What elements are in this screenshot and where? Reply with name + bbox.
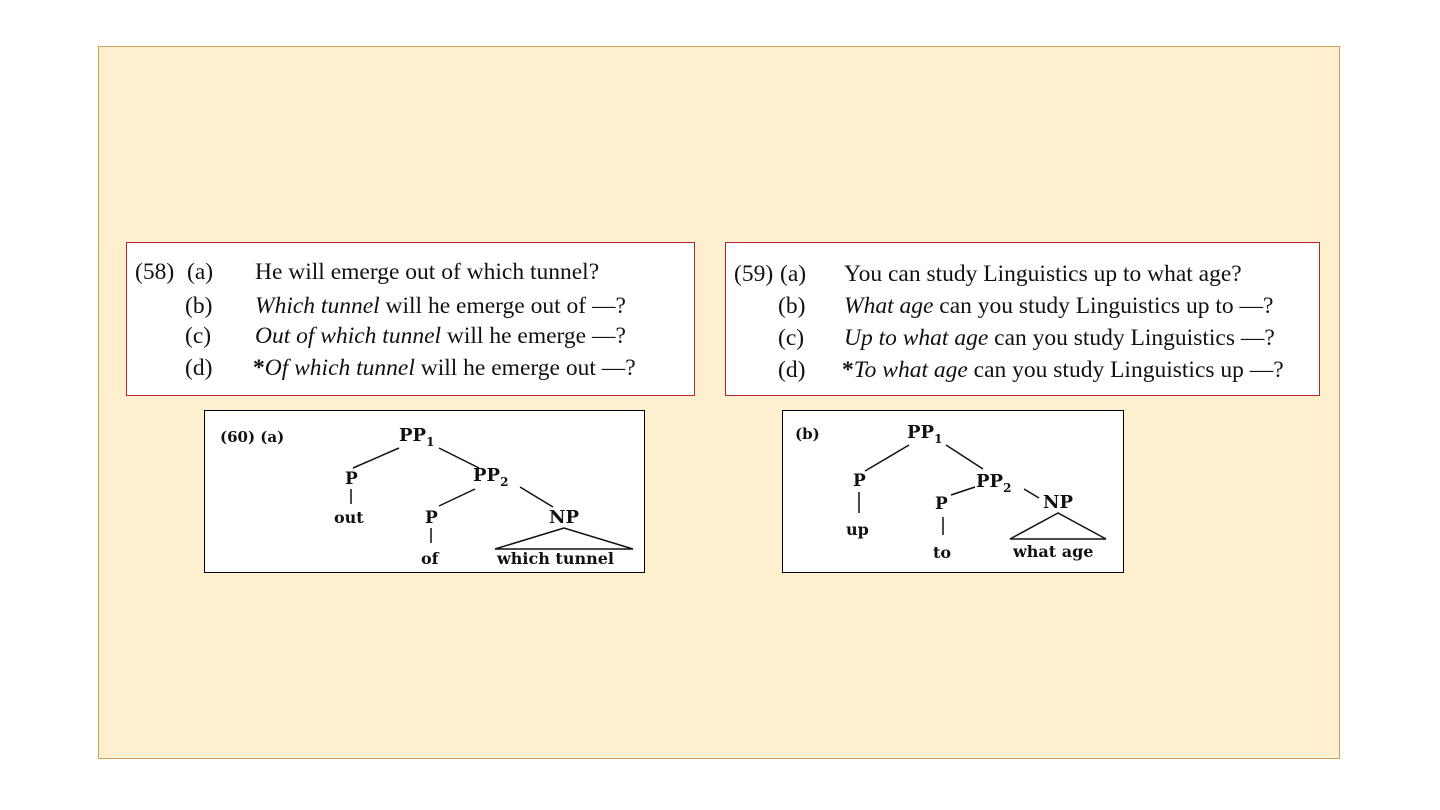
tree-label: (b) [795, 425, 820, 443]
sentence-remainder: can you study Linguistics up to —? [933, 293, 1274, 319]
np-triangle [495, 528, 633, 549]
branch-line [865, 445, 909, 471]
branch-line [946, 445, 983, 469]
node-p-outer: P [345, 469, 358, 489]
sentence-remainder: can you study Linguistics up —? [967, 357, 1284, 383]
word-up: up [846, 520, 869, 539]
example-sentence [255, 257, 599, 287]
item-letter: (a) [187, 259, 214, 285]
node-np: NP [1043, 492, 1073, 513]
slide-background [98, 46, 1340, 759]
node-p-inner: P [425, 508, 438, 528]
node-np: NP [549, 507, 579, 528]
branch-line [1024, 489, 1039, 498]
tree-60a-box [204, 410, 645, 573]
branch-line [353, 448, 399, 468]
node-pp1: $PP_1$ [399, 425, 435, 449]
example-59-box [725, 242, 1320, 396]
np-words: which tunnel [497, 549, 614, 568]
item-letter: (d) [778, 357, 806, 383]
np-words: what age [1013, 542, 1094, 561]
item-letter: (c) [185, 323, 212, 349]
example-sentence [844, 291, 1273, 321]
example-sentence [253, 353, 636, 383]
ungrammatical-star: * [842, 357, 854, 383]
example-sentence [842, 355, 1284, 385]
tree-60b-diagram [783, 411, 1123, 572]
example-58-box [126, 242, 695, 396]
branch-line [520, 487, 553, 507]
fronted-phrase: Out of which tunnel [255, 323, 442, 349]
item-letter: (c) [778, 325, 805, 351]
item-letter: (b) [778, 293, 806, 319]
tree-60a-diagram [205, 411, 644, 572]
sentence-remainder: You can study Linguistics up to what age? [844, 261, 1242, 287]
example-sentence [844, 259, 1242, 289]
example-number: (59) [734, 261, 774, 287]
branch-line [439, 489, 475, 506]
tree-label: (60) (a) [220, 428, 285, 446]
sentence-remainder: will he emerge out —? [414, 355, 636, 381]
example-sentence [255, 291, 626, 321]
item-letter: (b) [185, 293, 213, 319]
example-number: (58) [135, 259, 175, 285]
sentence-remainder: will he emerge out of —? [379, 293, 626, 319]
word-of: of [421, 549, 439, 568]
example-sentence [844, 323, 1275, 353]
fronted-phrase: Up to what age [844, 325, 989, 351]
word-out: out [334, 508, 364, 527]
item-letter: (d) [185, 355, 213, 381]
sentence-remainder: will he emerge —? [441, 323, 626, 349]
fronted-phrase: Of which tunnel [264, 355, 415, 381]
np-triangle [1010, 513, 1106, 539]
fronted-phrase: Which tunnel [255, 293, 380, 319]
node-pp2: $PP_2$ [976, 471, 1012, 495]
fronted-phrase: What age [844, 293, 934, 319]
example-sentence [255, 321, 626, 351]
branch-line [951, 487, 975, 495]
fronted-phrase: To what age [853, 357, 968, 383]
sentence-remainder: can you study Linguistics —? [988, 325, 1275, 351]
tree-60b-box [782, 410, 1124, 573]
word-to: to [933, 543, 952, 562]
node-p-inner: P [935, 494, 948, 514]
node-pp1: $PP_1$ [907, 422, 943, 446]
node-p-outer: P [853, 471, 866, 491]
ungrammatical-star: * [253, 355, 265, 381]
node-pp2: $PP_2$ [473, 465, 509, 489]
sentence-remainder: He will emerge out of which tunnel? [255, 259, 600, 285]
item-letter: (a) [780, 261, 807, 287]
